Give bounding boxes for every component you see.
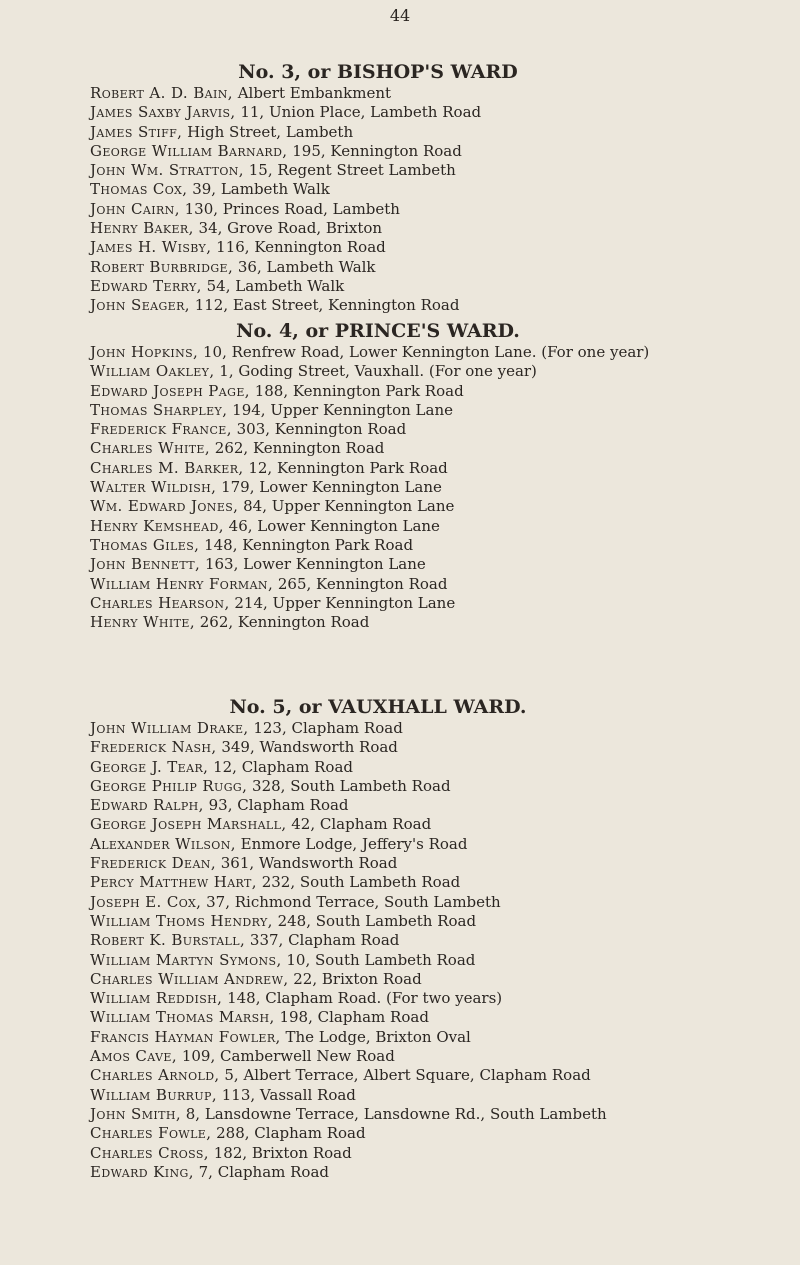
member-name: Walter Wildish, (90, 478, 217, 497)
member-name: William Thoms Hendry, (90, 911, 273, 930)
member-name: William Thomas Marsh, (90, 1008, 275, 1027)
member-name: Edward Terry, (90, 276, 202, 295)
list-item (90, 478, 770, 497)
member-name: Frederick France, (90, 420, 232, 439)
list-item (90, 1047, 770, 1066)
member-address: The Lodge, Brixton Oval (280, 1027, 471, 1046)
member-address: 148, Clapham Road. (For two years) (222, 989, 503, 1008)
member-name: Thomas Cox, (90, 180, 188, 199)
member-name: George William Barnard, (90, 141, 288, 160)
ward-section-vauxhall (90, 695, 770, 1182)
member-name: Robert K. Burstall, (90, 931, 246, 950)
member-address: Albert Embankment (232, 84, 392, 102)
list-item (90, 1086, 770, 1105)
member-address: 84, Upper Kennington Lane (238, 497, 455, 516)
member-name: Frederick Dean, (90, 854, 216, 873)
list-item (90, 1124, 770, 1143)
member-address: 195, Kennington Road (287, 141, 462, 160)
list-item (90, 854, 770, 873)
list-item (90, 931, 770, 950)
list-item (90, 951, 770, 970)
member-name: John William Drake, (90, 719, 249, 737)
list-item (90, 238, 770, 257)
member-name: Henry Kemshead, (90, 516, 224, 535)
member-address: 262, Kennington Road (195, 613, 370, 632)
member-address: 42, Clapham Road (286, 815, 432, 834)
member-address: 248, South Lambeth Road (272, 911, 477, 930)
list-item (90, 613, 770, 632)
member-address: 1, Goding Street, Vauxhall. (For one year) (214, 362, 537, 381)
member-address: 194, Upper Kennington Lane (227, 400, 453, 419)
list-item (90, 200, 770, 219)
member-name: William Oakley, (90, 362, 215, 381)
member-name: James Saxby Jarvis, (90, 103, 236, 122)
list-item (90, 296, 770, 315)
member-address: 349, Wandsworth Road (216, 738, 398, 757)
member-name: John Cairn, (90, 199, 180, 218)
member-address: 36, Lambeth Walk (233, 257, 376, 276)
member-address: 123, Clapham Road (248, 719, 403, 737)
member-name: Charles Fowle, (90, 1124, 212, 1143)
member-address: 37, Richmond Terrace, South Lambeth (201, 892, 501, 911)
ward-heading: No. 3, or BISHOP'S WARD (238, 61, 518, 83)
member-name: Charles Arnold, (90, 1066, 220, 1085)
list-item (90, 103, 770, 122)
member-name: Robert A. D. Bain, (90, 84, 233, 102)
member-name: William Martyn Symons, (90, 950, 282, 969)
member-address: 188, Kennington Park Road (249, 381, 464, 400)
member-address: 198, Clapham Road (274, 1008, 429, 1027)
member-name: Francis Hayman Fowler, (90, 1027, 281, 1046)
member-name: George Joseph Marshall, (90, 815, 287, 834)
member-name: Henry Baker, (90, 219, 194, 238)
list-item (90, 1028, 770, 1047)
member-address: 337, Clapham Road (245, 931, 400, 950)
member-name: Edward King, (90, 1162, 194, 1181)
member-list (90, 343, 770, 632)
member-address: 361, Wandsworth Road (216, 854, 398, 873)
member-name: James Stiff, (90, 122, 183, 141)
ward-section-princes (90, 319, 770, 632)
list-item (90, 835, 770, 854)
list-item (90, 401, 770, 420)
member-address: 10, South Lambeth Road (281, 950, 476, 969)
list-item (90, 1105, 770, 1124)
member-address: 5, Albert Terrace, Albert Square, Clapham Road (219, 1066, 591, 1085)
list-item (90, 161, 770, 180)
member-address: 12, Kennington Park Road (243, 458, 448, 477)
list-item (90, 873, 770, 892)
list-item (90, 536, 770, 555)
list-item (90, 142, 770, 161)
member-address: 232, South Lambeth Road (256, 873, 461, 892)
member-name: Charles Cross, (90, 1143, 209, 1162)
member-address: High Street, Lambeth (182, 122, 354, 141)
member-address: 109, Camberwell New Road (177, 1047, 395, 1066)
list-item (90, 1163, 770, 1182)
member-name: William Reddish, (90, 989, 223, 1008)
member-address: 148, Kennington Park Road (199, 535, 414, 554)
list-item (90, 1144, 770, 1163)
list-item (90, 420, 770, 439)
member-name: John Seager, (90, 296, 190, 315)
member-name: Thomas Sharpley, (90, 400, 228, 419)
list-item (90, 893, 770, 912)
member-address: 7, Clapham Road (193, 1162, 330, 1181)
list-item (90, 219, 770, 238)
list-item (90, 758, 770, 777)
member-address: 10, Renfrew Road, Lower Kennington Lane. (For one year) (198, 343, 650, 361)
list-item (90, 459, 770, 478)
member-list (90, 84, 770, 316)
member-name: John Hopkins, (90, 343, 199, 361)
list-item (90, 815, 770, 834)
member-address: 34, Grove Road, Brixton (193, 219, 383, 238)
member-list (90, 719, 770, 1182)
member-name: Edward Joseph Page, (90, 381, 250, 400)
list-item (90, 738, 770, 757)
member-address: 130, Princes Road, Lambeth (179, 199, 400, 218)
member-address: 46, Lower Kennington Lane (223, 516, 440, 535)
list-item (90, 1008, 770, 1027)
list-item (90, 555, 770, 574)
list-item (90, 1066, 770, 1085)
member-name: William Henry Forman, (90, 574, 274, 593)
member-address: 179, Lower Kennington Lane (216, 478, 442, 497)
list-item (90, 343, 778, 362)
member-address: 328, South Lambeth Road (247, 776, 451, 795)
ward-heading: No. 5, or VAUXHALL WARD. (229, 696, 527, 718)
member-address: 116, Kennington Road (211, 238, 386, 257)
member-address: 262, Kennington Road (210, 439, 385, 458)
member-name: Henry White, (90, 613, 195, 632)
member-name: Robert Burbridge, (90, 257, 234, 276)
member-name: Percy Matthew Hart, (90, 873, 257, 892)
list-item (90, 439, 770, 458)
list-item (90, 970, 770, 989)
member-address: 288, Clapham Road (211, 1124, 366, 1143)
member-address: 11, Union Place, Lambeth Road (235, 103, 482, 122)
list-item (90, 277, 770, 296)
member-name: Frederick Nash, (90, 738, 217, 757)
list-item (90, 497, 770, 516)
member-name: William Burrup, (90, 1085, 217, 1104)
member-name: Charles M. Barker, (90, 458, 244, 477)
member-address: Enmore Lodge, Jeffery's Road (235, 834, 468, 853)
member-address: 93, Clapham Road (203, 796, 349, 815)
member-address: 303, Kennington Road (231, 420, 407, 439)
member-address: 22, Brixton Road (288, 969, 422, 988)
member-name: George Philip Rugg, (90, 776, 248, 795)
member-address: 15, Regent Street Lambeth (243, 161, 456, 180)
member-address: 214, Upper Kennington Lane (229, 593, 456, 612)
member-address: 112, East Street, Kennington Road (189, 296, 460, 315)
member-name: John Bennett, (90, 555, 201, 574)
member-name: Charles White, (90, 439, 211, 458)
member-name: Alexander Wilson, (90, 834, 236, 853)
list-item (90, 719, 770, 738)
member-address: 163, Lower Kennington Lane (200, 555, 426, 574)
member-name: James H. Wisby, (90, 238, 212, 257)
member-address: 39, Lambeth Walk (187, 180, 330, 199)
member-name: George J. Tear, (90, 757, 209, 776)
page-number: 44 (389, 6, 411, 25)
list-item (90, 796, 770, 815)
list-item (90, 362, 770, 381)
member-address: 265, Kennington Road (273, 574, 448, 593)
member-name: Wm. Edward Jones, (90, 497, 239, 516)
list-item (90, 575, 770, 594)
list-item (90, 912, 770, 931)
list-item (90, 989, 770, 1008)
ward-section-bishops (90, 60, 770, 316)
member-name: Thomas Giles, (90, 535, 200, 554)
member-address: 182, Brixton Road (208, 1143, 352, 1162)
member-name: Charles William Andrew, (90, 969, 289, 988)
list-item (90, 517, 770, 536)
list-item (90, 180, 770, 199)
list-item (90, 777, 770, 796)
list-item (90, 84, 770, 103)
member-address: 12, Clapham Road (208, 757, 353, 776)
member-address: 8, Lansdowne Terrace, Lansdowne Rd., South Lambeth (181, 1104, 607, 1123)
ward-heading: No. 4, or PRINCE'S WARD. (236, 320, 520, 342)
member-address: 54, Lambeth Walk (201, 276, 345, 295)
member-name: Edward Ralph, (90, 796, 204, 815)
list-item (90, 123, 770, 142)
list-item (90, 594, 770, 613)
list-item (90, 382, 770, 401)
member-name: Charles Hearson, (90, 593, 230, 612)
list-item (90, 258, 770, 277)
member-name: John Wm. Stratton, (90, 161, 244, 180)
member-name: Amos Cave, (90, 1047, 178, 1066)
member-name: John Smith, (90, 1104, 181, 1123)
member-address: 113, Vassall Road (217, 1085, 356, 1104)
member-name: Joseph E. Cox, (90, 892, 202, 911)
